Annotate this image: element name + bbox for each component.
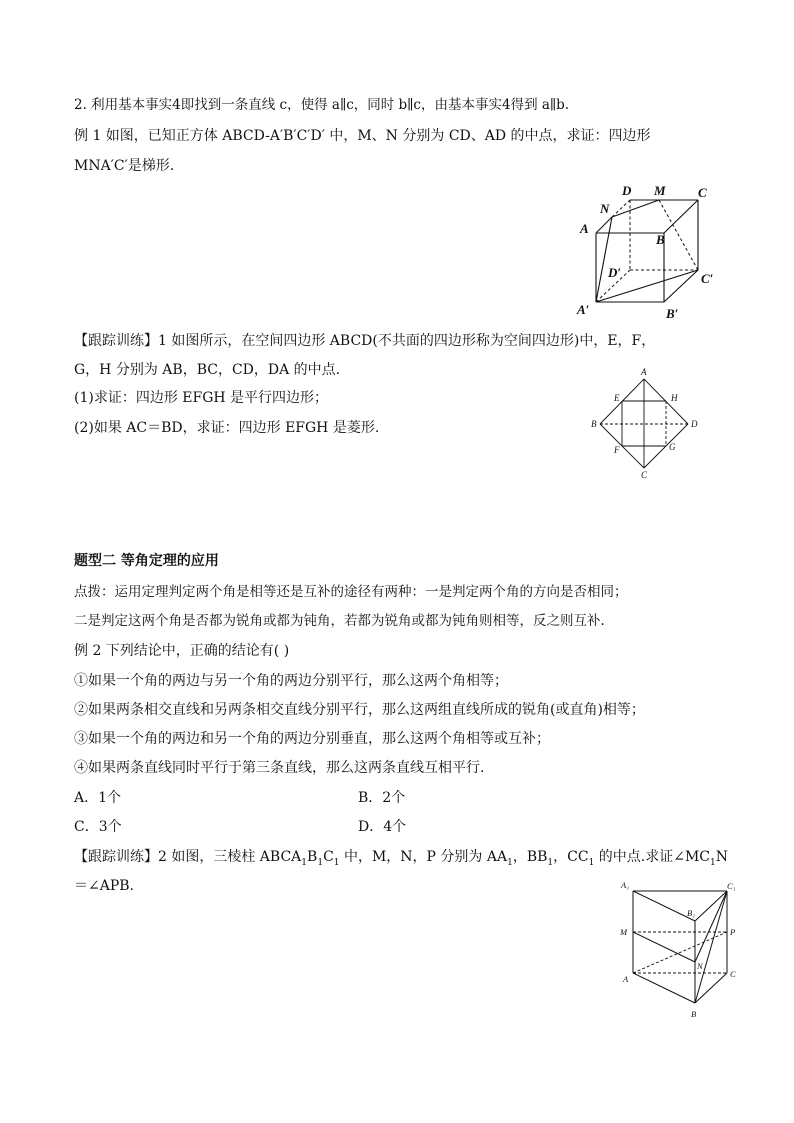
cube-figure — [572, 180, 732, 325]
prism-label-p: P — [730, 927, 736, 937]
statement-3: ③如果一个角的两边和另一个角的两边分别垂直，那么这两个角相等或互补； — [74, 731, 550, 747]
tetra-label-g: G — [669, 442, 676, 452]
tetra-label-f: F — [614, 445, 620, 455]
option-d: D．4个 — [358, 819, 407, 835]
cube-label-n: N — [600, 201, 610, 216]
tetra-label-h: H — [671, 393, 678, 403]
statement-4: ④如果两条直线同时平行于第三条直线，那么这两条直线互相平行. — [74, 760, 485, 776]
practice-2-line-1: 【跟踪训练】2 如图，三棱柱 $ABCA_1B_1C_1$ 中，M，N，P 分别为 $AA_1$，$BB_1$，$CC_1$ 的中点.求证$\angle MC_1N$ — [74, 849, 728, 868]
option-b: B．2个 — [358, 790, 406, 806]
cube-label-b: B — [656, 232, 665, 247]
tip-line-1: 点拨：运用定理判定两个角是相等还是互补的途径有两种：一是判定两个角的方向是否相同； — [74, 584, 628, 600]
cube-label-cp: C′ — [701, 271, 714, 286]
practice-1-line-2: G，H 分别为 AB，BC，CD，DA 的中点. — [74, 362, 341, 378]
prism-label-b1: B₁ — [687, 908, 696, 918]
method-2-text: 2. 利用基本事实4即找到一条直线 c，使得 a∥c，同时 b∥c，由基本事实4得到 a∥b. — [74, 97, 570, 113]
tetra-label-c: C — [641, 470, 648, 480]
statement-1: ①如果一个角的两边与另一个角的两边分别平行，那么这两个角相等； — [74, 673, 508, 689]
prism-label-c1: C₁ — [727, 881, 736, 891]
cube-label-m: M — [654, 183, 666, 198]
tip-line-2: 二是判定这两个角是否都为锐角或都为钝角，若都为锐角或都为钝角则相等，反之则互补. — [74, 613, 605, 629]
practice-1-q2: (2)如果 AC＝BD，求证：四边形 EFGH 是菱形. — [74, 420, 380, 436]
prism-figure — [615, 876, 745, 1026]
cube-label-c: C — [698, 185, 707, 200]
cube-label-a: A — [580, 221, 589, 236]
tetra-label-a: A — [641, 367, 647, 377]
prism-label-c: C — [730, 969, 736, 979]
practice-2-line-2: ＝∠APB. — [74, 878, 134, 894]
example-1-line-2: MNA′C′是梯形. — [74, 158, 175, 174]
cube-label-d: D — [622, 183, 632, 198]
tetra-label-e: E — [614, 393, 620, 403]
cube-label-ap: A′ — [577, 302, 590, 317]
prism-label-a1: A₁ — [621, 880, 630, 890]
cube-label-dp: D′ — [608, 265, 622, 280]
cube-label-bp: B′ — [666, 306, 679, 321]
section-2-title: 题型二 等角定理的应用 — [74, 553, 219, 569]
example-2-stem: 例 2 下列结论中，正确的结论有( ) — [74, 643, 290, 659]
example-1-line-1: 例 1 如图，已知正方体 ABCD-A′B′C′D′ 中，M、N 分别为 CD、AD 的中点，求证：四边形 — [74, 128, 651, 144]
prism-label-m: M — [620, 927, 628, 937]
tetra-label-d: D — [691, 419, 698, 429]
practice-1-line-1: 【跟踪训练】1 如图所示，在空间四边形 ABCD(不共面的四边形称为空间四边形)中，E，F， — [74, 333, 656, 349]
prism-label-b: B — [691, 1009, 697, 1019]
statement-2: ②如果两条相交直线和另两条相交直线分别平行，那么这两组直线所成的锐角(或直角)相等； — [74, 702, 645, 718]
prism-label-n: N — [697, 961, 703, 971]
option-c: C．3个 — [74, 819, 122, 835]
practice-1-q1: (1)求证：四边形 EFGH 是平行四边形； — [74, 390, 329, 406]
tetra-label-b: B — [591, 419, 597, 429]
prism-label-a: A — [623, 974, 629, 984]
tetrahedron-figure — [588, 364, 708, 484]
option-a: A．1个 — [74, 790, 122, 806]
